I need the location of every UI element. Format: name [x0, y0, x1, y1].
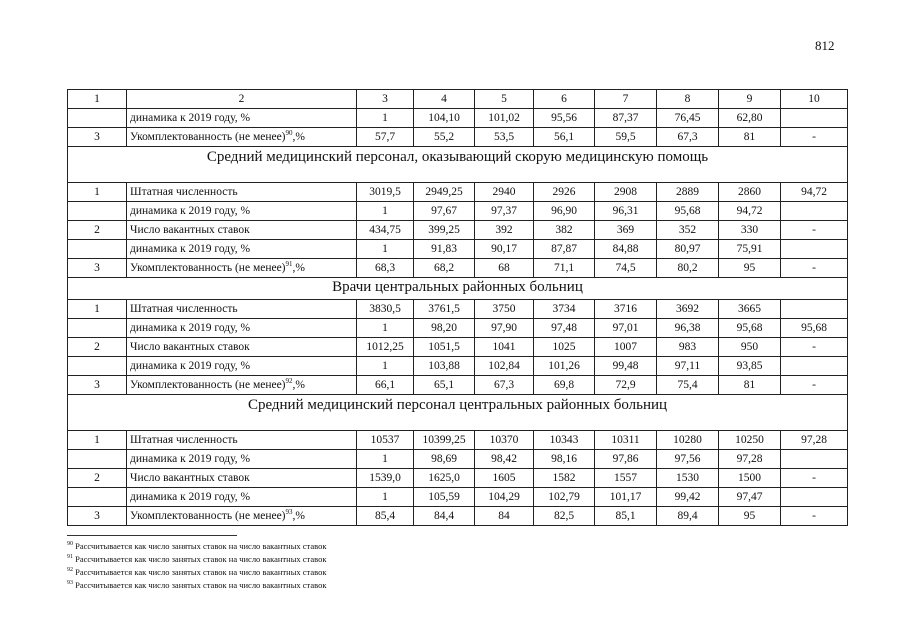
value-cell: 1605: [475, 469, 534, 488]
value-cell: 93,85: [719, 357, 781, 376]
value-cell: 75,4: [657, 376, 719, 395]
value-cell: 10280: [657, 431, 719, 450]
value-cell: 98,69: [414, 450, 475, 469]
value-cell: 101,17: [595, 488, 657, 507]
value-cell: -: [781, 376, 848, 395]
value-cell: 84,4: [414, 507, 475, 526]
value-cell: 1625,0: [414, 469, 475, 488]
indicator-unit: ,%: [292, 378, 305, 391]
value-cell: 95,56: [534, 109, 595, 128]
value-cell: 10370: [475, 431, 534, 450]
indicator-name: динамика к 2019 году, %: [130, 321, 251, 334]
indicator-name: Укомплектованность (не менее): [130, 130, 286, 143]
section-title: Врачи центральных районных больниц: [68, 278, 848, 300]
value-cell: -: [781, 259, 848, 278]
value-cell: 10250: [719, 431, 781, 450]
row-number-cell: 3: [68, 128, 127, 147]
indicator-name-cell: [127, 338, 357, 357]
value-cell: 75,91: [719, 240, 781, 259]
indicator-name-cell: [127, 259, 357, 278]
value-cell: 2908: [595, 183, 657, 202]
table-row: [68, 338, 848, 357]
indicator-name: Число вакантных ставок: [130, 471, 250, 484]
value-cell: 1: [357, 357, 414, 376]
indicator-name-cell: [127, 240, 357, 259]
value-cell: 102,84: [475, 357, 534, 376]
footnote-text: Рассчитывается как число занятых ставок на число вакантных ставок: [75, 580, 327, 590]
footnote-reference: 90: [285, 128, 293, 137]
row-number-cell: 3: [68, 507, 127, 526]
value-cell: 68,2: [414, 259, 475, 278]
value-cell: -: [781, 128, 848, 147]
indicator-name: динамика к 2019 году, %: [130, 204, 251, 217]
table-row: [68, 221, 848, 240]
value-cell: 68: [475, 259, 534, 278]
value-cell: 3734: [534, 300, 595, 319]
value-cell: 95: [719, 259, 781, 278]
table-row: [68, 128, 848, 147]
value-cell: 399,25: [414, 221, 475, 240]
value-cell: 98,16: [534, 450, 595, 469]
value-cell: 68,3: [357, 259, 414, 278]
value-cell: 94,72: [719, 202, 781, 221]
value-cell: 2860: [719, 183, 781, 202]
header-cell: 6: [534, 90, 595, 109]
value-cell: 104,29: [475, 488, 534, 507]
value-cell: 1582: [534, 469, 595, 488]
value-cell: 105,59: [414, 488, 475, 507]
indicator-name: Штатная численность: [130, 433, 238, 446]
value-cell: 57,7: [357, 128, 414, 147]
header-row: [68, 90, 848, 109]
value-cell: 81: [719, 376, 781, 395]
value-cell: 2940: [475, 183, 534, 202]
indicator-name: динамика к 2019 году, %: [130, 452, 251, 465]
value-cell: 434,75: [357, 221, 414, 240]
footnote: [67, 540, 326, 553]
header-cell: 8: [657, 90, 719, 109]
value-cell: 10343: [534, 431, 595, 450]
value-cell: 95,68: [657, 202, 719, 221]
value-cell: 3750: [475, 300, 534, 319]
row-number-cell: 1: [68, 183, 127, 202]
row-number-cell: [68, 357, 127, 376]
row-number-cell: 2: [68, 221, 127, 240]
indicator-name: Укомплектованность (не менее): [130, 509, 286, 522]
value-cell: 983: [657, 338, 719, 357]
value-cell: 85,1: [595, 507, 657, 526]
indicator-name-cell: [127, 507, 357, 526]
value-cell: -: [781, 469, 848, 488]
footnote-reference: 93: [285, 507, 293, 516]
row-number-cell: [68, 240, 127, 259]
footnote-mark: 91: [67, 554, 73, 561]
table-body: [68, 90, 848, 526]
footnote-text: Рассчитывается как число занятых ставок на число вакантных ставок: [75, 554, 327, 564]
section-header-row: [68, 147, 848, 183]
value-cell: -: [781, 221, 848, 240]
indicator-unit: ,%: [292, 261, 305, 274]
value-cell: 101,02: [475, 109, 534, 128]
value-cell: 96,31: [595, 202, 657, 221]
value-cell: 96,38: [657, 319, 719, 338]
value-cell: 95,68: [719, 319, 781, 338]
value-cell: 97,86: [595, 450, 657, 469]
table-row: [68, 507, 848, 526]
table-row: [68, 450, 848, 469]
value-cell: 81: [719, 128, 781, 147]
table-row: [68, 469, 848, 488]
footnote-reference: 92: [285, 376, 293, 385]
header-cell: 7: [595, 90, 657, 109]
value-cell: 74,5: [595, 259, 657, 278]
section-title: Средний медицинский персонал центральных районных больниц: [68, 395, 848, 431]
row-number-cell: [68, 109, 127, 128]
value-cell: 1: [357, 109, 414, 128]
value-cell: 97,37: [475, 202, 534, 221]
header-cell: 9: [719, 90, 781, 109]
value-cell: 99,48: [595, 357, 657, 376]
value-cell: 96,90: [534, 202, 595, 221]
value-cell: 95: [719, 507, 781, 526]
indicator-name: динамика к 2019 году, %: [130, 242, 251, 255]
indicator-name: динамика к 2019 году, %: [130, 359, 251, 372]
footnote-reference: 91: [285, 259, 293, 268]
value-cell: 3716: [595, 300, 657, 319]
value-cell: 950: [719, 338, 781, 357]
staffing-table: [67, 89, 848, 526]
value-cell: 1041: [475, 338, 534, 357]
row-number-cell: [68, 202, 127, 221]
indicator-name: Укомплектованность (не менее): [130, 261, 286, 274]
value-cell: 1: [357, 240, 414, 259]
value-cell: 72,9: [595, 376, 657, 395]
value-cell: -: [781, 507, 848, 526]
value-cell: 95,68: [781, 319, 848, 338]
value-cell: [781, 357, 848, 376]
indicator-name: динамика к 2019 году, %: [130, 490, 251, 503]
value-cell: 1007: [595, 338, 657, 357]
value-cell: 99,42: [657, 488, 719, 507]
value-cell: [781, 109, 848, 128]
value-cell: 1: [357, 202, 414, 221]
value-cell: 53,5: [475, 128, 534, 147]
value-cell: 94,72: [781, 183, 848, 202]
value-cell: 369: [595, 221, 657, 240]
value-cell: 1: [357, 488, 414, 507]
value-cell: 97,01: [595, 319, 657, 338]
header-cell: 3: [357, 90, 414, 109]
indicator-name: Число вакантных ставок: [130, 223, 250, 236]
row-number-cell: [68, 488, 127, 507]
value-cell: 1500: [719, 469, 781, 488]
value-cell: 97,67: [414, 202, 475, 221]
table-row: [68, 109, 848, 128]
value-cell: 90,17: [475, 240, 534, 259]
value-cell: 102,79: [534, 488, 595, 507]
table-row: [68, 202, 848, 221]
value-cell: 10537: [357, 431, 414, 450]
header-cell: 2: [127, 90, 357, 109]
value-cell: 1557: [595, 469, 657, 488]
value-cell: [781, 300, 848, 319]
header-cell: 1: [68, 90, 127, 109]
value-cell: 85,4: [357, 507, 414, 526]
value-cell: 382: [534, 221, 595, 240]
value-cell: 1530: [657, 469, 719, 488]
indicator-name-cell: [127, 319, 357, 338]
table-row: [68, 431, 848, 450]
value-cell: 1051,5: [414, 338, 475, 357]
footnote-divider: [67, 535, 237, 536]
value-cell: 67,3: [657, 128, 719, 147]
value-cell: 3761,5: [414, 300, 475, 319]
footnote-mark: 92: [67, 567, 73, 574]
value-cell: 67,3: [475, 376, 534, 395]
row-number-cell: 3: [68, 376, 127, 395]
row-number-cell: 1: [68, 431, 127, 450]
header-cell: 5: [475, 90, 534, 109]
value-cell: 3665: [719, 300, 781, 319]
value-cell: 97,28: [781, 431, 848, 450]
value-cell: [781, 240, 848, 259]
indicator-name-cell: [127, 488, 357, 507]
row-number-cell: [68, 450, 127, 469]
indicator-name: Число вакантных ставок: [130, 340, 250, 353]
page-number: 812: [815, 38, 835, 53]
value-cell: 1: [357, 450, 414, 469]
table-row: [68, 376, 848, 395]
indicator-name-cell: [127, 202, 357, 221]
value-cell: 103,88: [414, 357, 475, 376]
header-cell: 4: [414, 90, 475, 109]
indicator-name-cell: [127, 469, 357, 488]
value-cell: [781, 450, 848, 469]
indicator-name: Штатная численность: [130, 185, 238, 198]
indicator-name: Укомплектованность (не менее): [130, 378, 286, 391]
section-header-row: [68, 278, 848, 300]
section-title: Средний медицинский персонал, оказывающий скорую медицинскую помощь: [68, 147, 848, 183]
table-row: [68, 259, 848, 278]
value-cell: 98,42: [475, 450, 534, 469]
indicator-name-cell: [127, 431, 357, 450]
footnotes: [67, 540, 326, 592]
value-cell: 1539,0: [357, 469, 414, 488]
value-cell: 2926: [534, 183, 595, 202]
value-cell: 392: [475, 221, 534, 240]
row-number-cell: 1: [68, 300, 127, 319]
value-cell: 97,90: [475, 319, 534, 338]
value-cell: 98,20: [414, 319, 475, 338]
indicator-name-cell: [127, 357, 357, 376]
value-cell: [781, 202, 848, 221]
value-cell: 352: [657, 221, 719, 240]
value-cell: 69,8: [534, 376, 595, 395]
value-cell: 97,11: [657, 357, 719, 376]
value-cell: 10399,25: [414, 431, 475, 450]
footnote: [67, 579, 326, 592]
footnote-text: Рассчитывается как число занятых ставок на число вакантных ставок: [75, 541, 327, 551]
indicator-name-cell: [127, 128, 357, 147]
value-cell: 71,1: [534, 259, 595, 278]
value-cell: 62,80: [719, 109, 781, 128]
value-cell: 97,48: [534, 319, 595, 338]
indicator-name-cell: [127, 221, 357, 240]
value-cell: 2949,25: [414, 183, 475, 202]
value-cell: 104,10: [414, 109, 475, 128]
table-row: [68, 183, 848, 202]
indicator-name-cell: [127, 450, 357, 469]
footnote-mark: 93: [67, 580, 73, 587]
value-cell: 84: [475, 507, 534, 526]
value-cell: 82,5: [534, 507, 595, 526]
value-cell: [781, 488, 848, 507]
value-cell: 97,47: [719, 488, 781, 507]
value-cell: 1012,25: [357, 338, 414, 357]
indicator-name-cell: [127, 300, 357, 319]
value-cell: 59,5: [595, 128, 657, 147]
value-cell: 76,45: [657, 109, 719, 128]
row-number-cell: [68, 319, 127, 338]
table-row: [68, 300, 848, 319]
row-number-cell: 3: [68, 259, 127, 278]
table-row: [68, 240, 848, 259]
value-cell: 97,28: [719, 450, 781, 469]
indicator-unit: ,%: [292, 130, 305, 143]
value-cell: 91,83: [414, 240, 475, 259]
indicator-unit: ,%: [292, 509, 305, 522]
value-cell: 3019,5: [357, 183, 414, 202]
value-cell: -: [781, 338, 848, 357]
value-cell: 80,97: [657, 240, 719, 259]
table-row: [68, 488, 848, 507]
value-cell: 55,2: [414, 128, 475, 147]
footnote: [67, 566, 326, 579]
value-cell: 1: [357, 319, 414, 338]
value-cell: 89,4: [657, 507, 719, 526]
header-cell: 10: [781, 90, 848, 109]
section-header-row: [68, 395, 848, 431]
footnote: [67, 553, 326, 566]
indicator-name-cell: [127, 183, 357, 202]
value-cell: 10311: [595, 431, 657, 450]
row-number-cell: 2: [68, 338, 127, 357]
footnote-text: Рассчитывается как число занятых ставок на число вакантных ставок: [75, 567, 327, 577]
value-cell: 330: [719, 221, 781, 240]
value-cell: 101,26: [534, 357, 595, 376]
value-cell: 87,87: [534, 240, 595, 259]
value-cell: 56,1: [534, 128, 595, 147]
indicator-name: динамика к 2019 году, %: [130, 111, 251, 124]
value-cell: 80,2: [657, 259, 719, 278]
indicator-name-cell: [127, 109, 357, 128]
value-cell: 2889: [657, 183, 719, 202]
value-cell: 3830,5: [357, 300, 414, 319]
indicator-name: Штатная численность: [130, 302, 238, 315]
value-cell: 66,1: [357, 376, 414, 395]
value-cell: 65,1: [414, 376, 475, 395]
row-number-cell: 2: [68, 469, 127, 488]
value-cell: 3692: [657, 300, 719, 319]
value-cell: 97,56: [657, 450, 719, 469]
value-cell: 87,37: [595, 109, 657, 128]
table-row: [68, 319, 848, 338]
value-cell: 1025: [534, 338, 595, 357]
table-row: [68, 357, 848, 376]
footnote-mark: 90: [67, 541, 73, 548]
value-cell: 84,88: [595, 240, 657, 259]
indicator-name-cell: [127, 376, 357, 395]
